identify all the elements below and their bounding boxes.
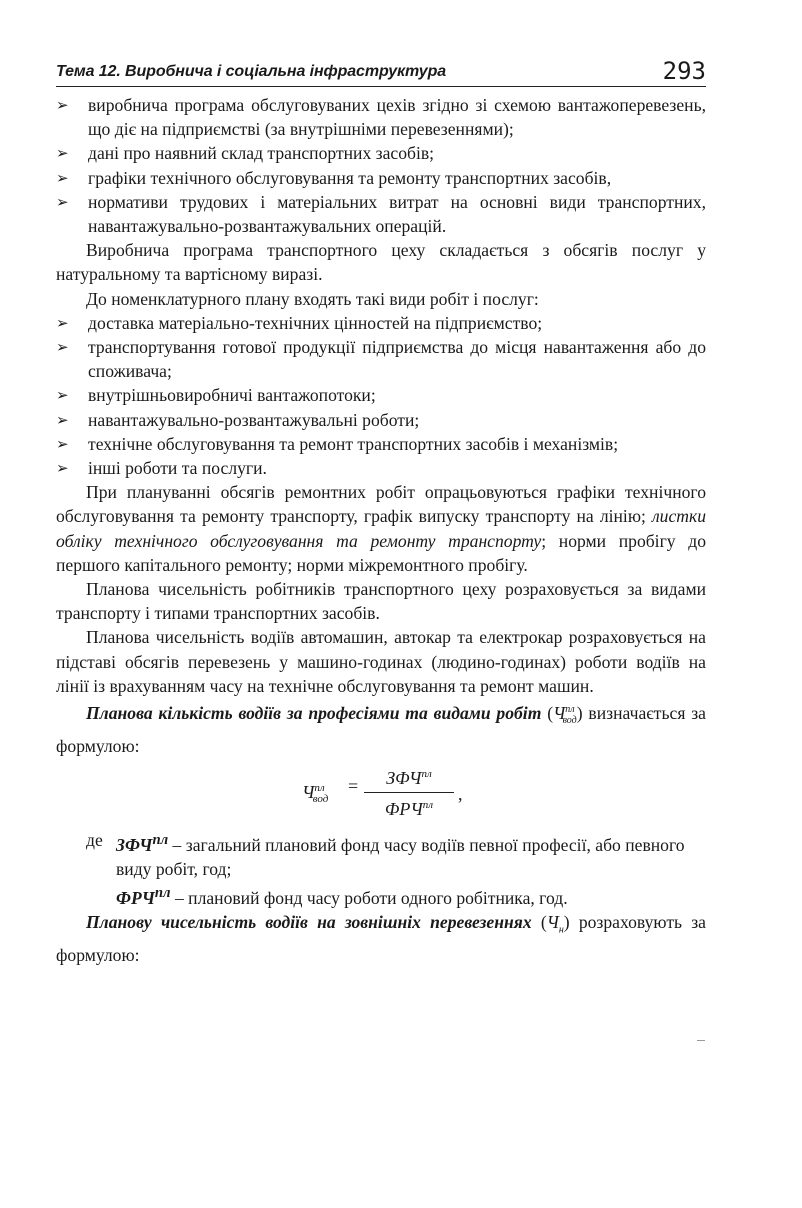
formula-equals: = [348, 775, 359, 796]
formula-lhs: $Ч^{пл}_{вод}$ [302, 781, 329, 806]
paragraph-nomenclature: До номенклатурного плану входять такі види робіт і послуг: [86, 288, 539, 309]
list-item: ➢ нормативи трудових і матеріальних витрат на основні види транспортних, навантажувально-розвантажувальних операцій. [56, 191, 706, 237]
arrow-bullet-icon: ➢ [56, 144, 69, 163]
formula-denominator: $ФРЧ^{пл}$ [384, 799, 434, 820]
list-item: ➢ інші роботи та послуги. [56, 456, 706, 480]
arrow-bullet-icon: ➢ [56, 313, 69, 332]
body-text [56, 93, 706, 967]
chapter-title: Тема 12. Виробнича і соціальна інфраструктура [56, 63, 447, 80]
arrow-bullet-icon: ➢ [56, 459, 69, 478]
arrow-bullet-icon: ➢ [56, 168, 69, 187]
formula-fraction [364, 762, 454, 821]
paragraph-formula-intro: Планова кількість водіїв за професіями та видами робіт $(Ч^{пл}_{вод})$ визначається за формулою: [56, 702, 706, 756]
list-item: ➢ дані про наявний склад транспортних засобів; [56, 141, 706, 165]
paragraph-drivers: Планова чисельність водіїв автомашин, автокар та електрокар розраховується на підставі обсягів перевезень у машино-годинах (людино-годинах) роботи водіїв на лінії із врахуванням часу на технічне обслуговування та ремонт машин. [56, 627, 706, 696]
list-item: ➢ графіки технічного обслуговування та ремонту транспортних засобів, [56, 166, 706, 190]
list-item: ➢ транспортування готової продукції підприємства до місця навантаження або до споживача; [56, 337, 706, 382]
arrow-bullet-icon: ➢ [56, 96, 69, 114]
paragraph-headcount: Планова чисельність робітників транспортного цеху розраховується за видами транспорту і типами транспортних засобів. [56, 579, 706, 624]
header-rule [56, 86, 706, 87]
list-item: ➢ доставка матеріально-технічних цінностей на підприємство; [56, 311, 706, 335]
formula-numerator: $ЗФЧ^{пл}$ [364, 762, 454, 793]
list-item: ➢ виробнича програма обслуговуваних цехів згідно зі схемою вантажоперевезень, що діє на підприємстві (за внутрішніми перевезеннями); [56, 95, 706, 140]
list-item: ➢ технічне обслуговування та ремонт транспортних засобів і механізмів; [56, 432, 706, 456]
arrow-bullet-icon: ➢ [56, 410, 69, 429]
paragraph-planning: При плануванні обсягів ремонтних робіт опрацьовуються графіки технічного обслуговування та ремонту транспорту, графік випуску транспорту на лінію; листки обліку технічного обслуговування та ремонту транспорту; норми пробігу до першого капітального ремонту; норми міжремонтного пробігу. [56, 482, 706, 575]
formula-legend-1: де $ЗФЧ^{пл}$ – загальний плановий фонд часу водіїв певної професії, або певного виду робіт, год; [86, 829, 685, 879]
arrow-bullet-icon: ➢ [56, 434, 69, 453]
arrow-bullet-icon: ➢ [56, 386, 69, 405]
formula-drivers [86, 758, 706, 828]
paragraph-program: Виробнича програма транспортного цеху складається з обсягів послуг у натуральному та вартісному виразі. [56, 240, 706, 285]
list-item: ➢ навантажувально-розвантажувальні роботи; [56, 408, 706, 432]
list-item: ➢ внутрішньовиробничі вантажопотоки; [56, 383, 706, 407]
margin-mark [697, 1040, 705, 1041]
arrow-bullet-icon: ➢ [56, 192, 69, 211]
formula-comma: , [458, 783, 463, 804]
paragraph-external: Планову чисельність водіїв на зовнішніх перевезеннях $(Ч_н)$ розраховують за формулою: [56, 912, 706, 965]
page-number: 293 [662, 57, 706, 85]
formula-legend-2: $ФРЧ^{пл}$ – плановий фонд часу роботи одного робітника, год. [116, 885, 568, 908]
arrow-bullet-icon: ➢ [56, 338, 69, 357]
